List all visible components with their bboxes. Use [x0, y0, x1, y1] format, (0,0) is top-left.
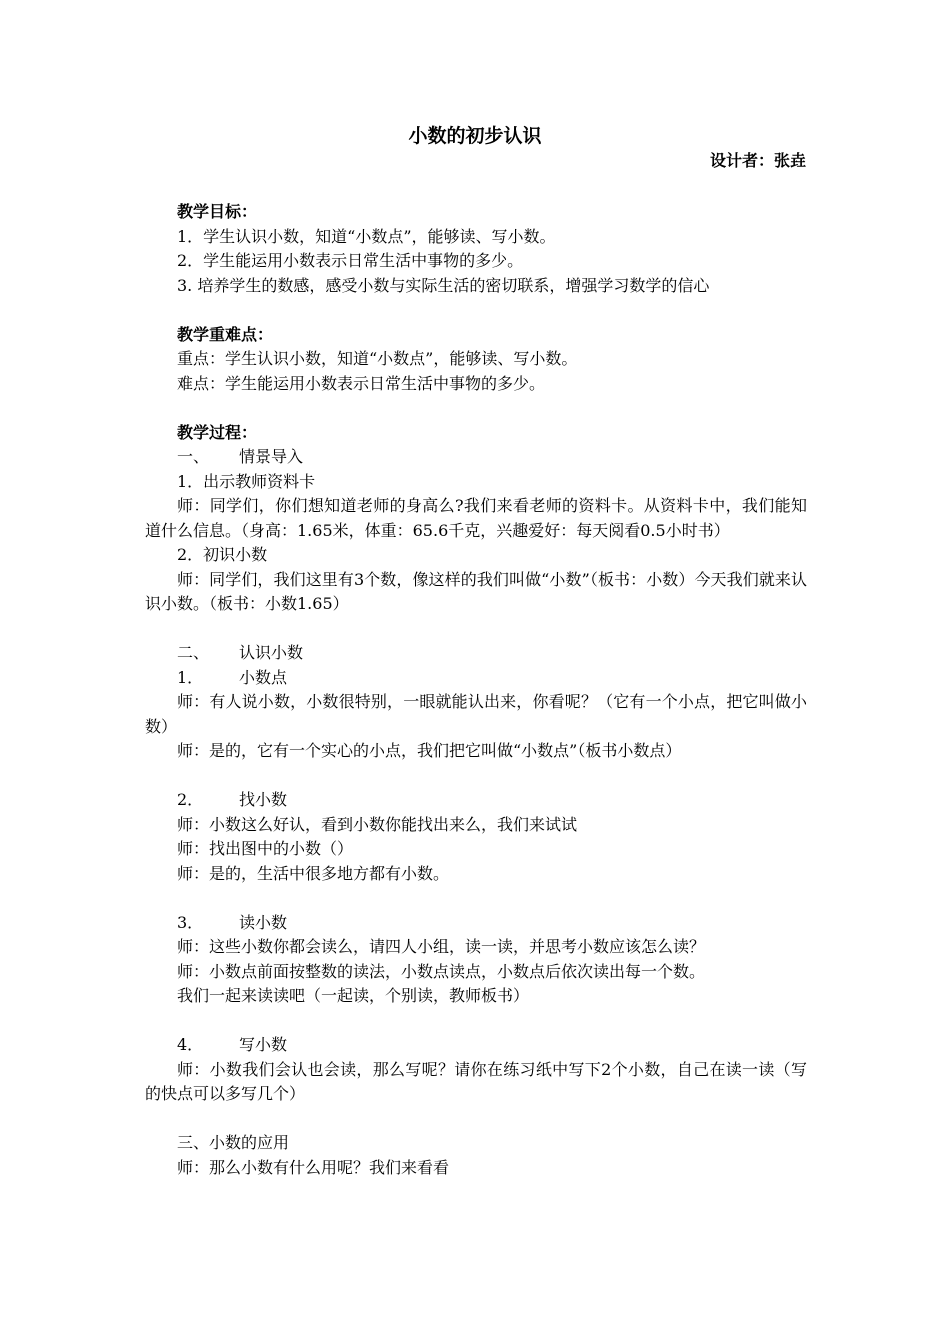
section-2-line-3: 师：是的，生活中很多地方都有小数。 [177, 863, 450, 883]
section-2-line-1: 师：小数这么好认，看到小数你能找出来么，我们来试试 [177, 814, 578, 834]
document-body [145, 200, 807, 1180]
part1-line-4: 师：同学们，我们这里有3个数，像这样的我们叫做“小数”（板书：小数）今天我们就来认识小数。（板书：小数1.65） [145, 569, 807, 613]
section-1-title: 小数点 [239, 667, 288, 687]
section-2-title: 找小数 [239, 790, 288, 809]
part1-line-3: 2．初识小数 [177, 545, 268, 564]
section-1-number: 1． [177, 667, 204, 687]
part1-title: 情景导入 [239, 447, 304, 466]
section-3-line-3: 我们一起来读读吧（一起读，个别读，教师板书） [177, 986, 530, 1005]
section-2-number: 2． [177, 790, 204, 809]
section-4-title: 写小数 [239, 1035, 288, 1054]
goal-item-2: 2．学生能运用小数表示日常生活中事物的多少。 [177, 251, 524, 270]
part2-number: 二、 [177, 643, 210, 662]
document-title: 小数的初步认识 [408, 125, 542, 147]
section-2-line-2: 师：找出图中的小数（） [177, 839, 354, 858]
part1-line-2: 师：同学们，你们想知道老师的身高么?我们来看老师的资料卡。从资料卡中，我们能知道什么信息。（身高：1.65米，体重：65.6千克，兴趣爱好：每天阅看0.5小时书） [145, 496, 807, 540]
part2-title: 认识小数 [239, 643, 304, 662]
key-points-heading: 教学重难点： [177, 324, 274, 344]
process-heading: 教学过程： [177, 422, 258, 442]
section-3-line-2: 师：小数点前面按整数的读法，小数点读点，小数点后依次读出每一个数。 [177, 961, 706, 981]
section-1-line-1: 师：有人说小数，小数很特别，一眼就能认出来，你看呢？（它有一个小点，把它叫做小数） [145, 692, 807, 736]
designer-credit: 设计者：张垚 [709, 151, 806, 170]
section-4-line-1: 师：小数我们会认也会读，那么写呢？请你在练习纸中写下2个小数，自己在读一读（写的快点可以多写几个） [145, 1059, 807, 1103]
part3-heading: 三、小数的应用 [177, 1133, 290, 1152]
section-3-title: 读小数 [239, 912, 288, 932]
section-4-heading [145, 1033, 807, 1058]
section-4-number: 4． [177, 1035, 204, 1054]
section-3-line-1: 师：这些小数你都会读么，请四人小组，读一读，并思考小数应该怎么读？ [177, 937, 706, 956]
key-point-difficulty: 难点：学生能运用小数表示日常生活中事物的多少。 [177, 373, 546, 393]
key-point-focus: 重点：学生认识小数，知道“小数点”，能够读、写小数。 [177, 349, 578, 368]
goal-item-3: 3. 培养学生的数感，感受小数与实际生活的密切联系，增强学习数学的信心 [177, 275, 710, 295]
section-1-heading [145, 666, 807, 691]
part1-heading [145, 445, 807, 470]
section-1-line-2: 师：是的，它有一个实心的小点，我们把它叫做“小数点”（板书小数点） [177, 741, 682, 760]
section-3-number: 3． [177, 912, 204, 932]
goal-item-1: 1．学生认识小数，知道“小数点”，能够读、写小数。 [177, 226, 556, 246]
part1-number: 一、 [177, 447, 210, 466]
section-3-heading [145, 911, 807, 936]
section-2-heading [145, 788, 807, 813]
part2-heading [145, 641, 807, 666]
part3-line-1: 师：那么小数有什么用呢？我们来看看 [177, 1157, 450, 1177]
goals-heading: 教学目标： [177, 202, 258, 221]
part1-line-1: 1．出示教师资料卡 [177, 471, 316, 491]
